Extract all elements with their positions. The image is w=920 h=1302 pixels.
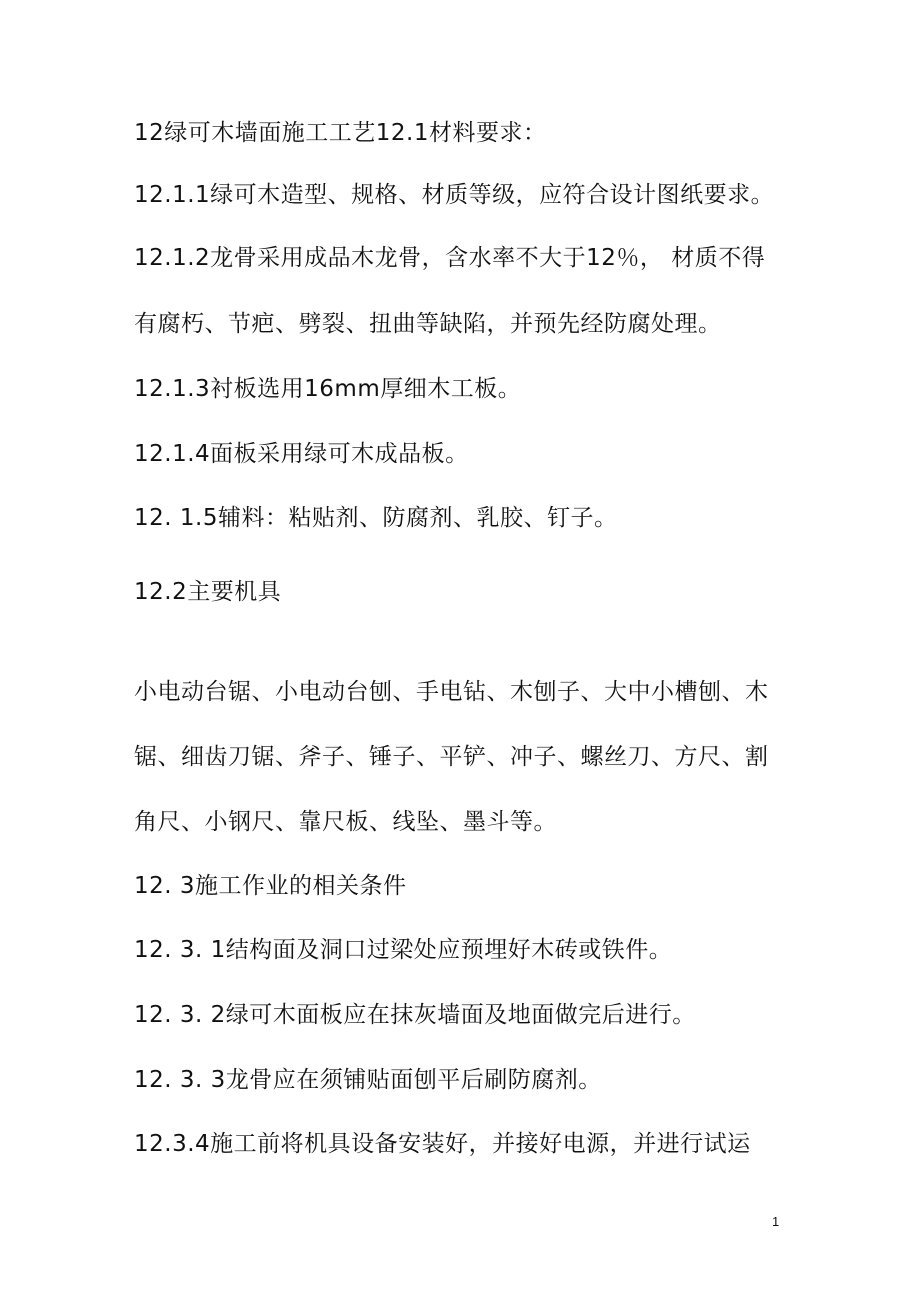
paragraph-12-1-3: 12.1.3衬板选用16mm厚细木工板。: [134, 376, 522, 402]
paragraph-12-1-4: 12.1.4面板采用绿可木成品板。: [134, 441, 469, 467]
paragraph-12-1-1: 12.1.1绿可木造型、规格、材质等级，应符合设计图纸要求。: [134, 182, 775, 208]
section-heading-12-2: 12.2主要机具: [134, 579, 282, 605]
paragraph-12-1-2-line2: 有腐朽、节疤、劈裂、扭曲等缺陷，并预先经防腐处理。: [134, 311, 722, 337]
paragraph-12-3-1: 12. 3. 1结构面及洞口过梁处应预埋好木砖或铁件。: [134, 937, 673, 963]
paragraph-12-3-2: 12. 3. 2绿可木面板应在抹灰墙面及地面做完后进行。: [134, 1002, 696, 1028]
paragraph-12-1-2-line1: 12.1.2龙骨采用成品木龙骨，含水率不大于12％， 材质不得: [134, 245, 766, 271]
section-heading-12: 12绿可木墙面施工工艺12.1材料要求：: [134, 120, 547, 146]
page-number: 1: [772, 1214, 780, 1229]
tools-list-line2: 锯、细齿刀锯、斧子、锤子、平铲、冲子、螺丝刀、方尺、割: [134, 744, 769, 770]
paragraph-12-3-4: 12.3.4施工前将机具设备安装好，并接好电源，并进行试运: [134, 1131, 751, 1157]
tools-list-line1: 小电动台锯、小电动台刨、手电钻、木刨子、大中小槽刨、木: [134, 679, 769, 705]
paragraph-12-1-5: 12. 1.5辅料：粘贴剂、防腐剂、乳胶、钉子。: [134, 505, 618, 531]
section-heading-12-3: 12. 3施工作业的相关条件: [134, 873, 407, 899]
paragraph-12-3-3: 12. 3. 3龙骨应在须铺贴面刨平后刷防腐剂。: [134, 1067, 602, 1093]
tools-list-line3: 角尺、小钢尺、靠尺板、线坠、墨斗等。: [134, 809, 557, 835]
